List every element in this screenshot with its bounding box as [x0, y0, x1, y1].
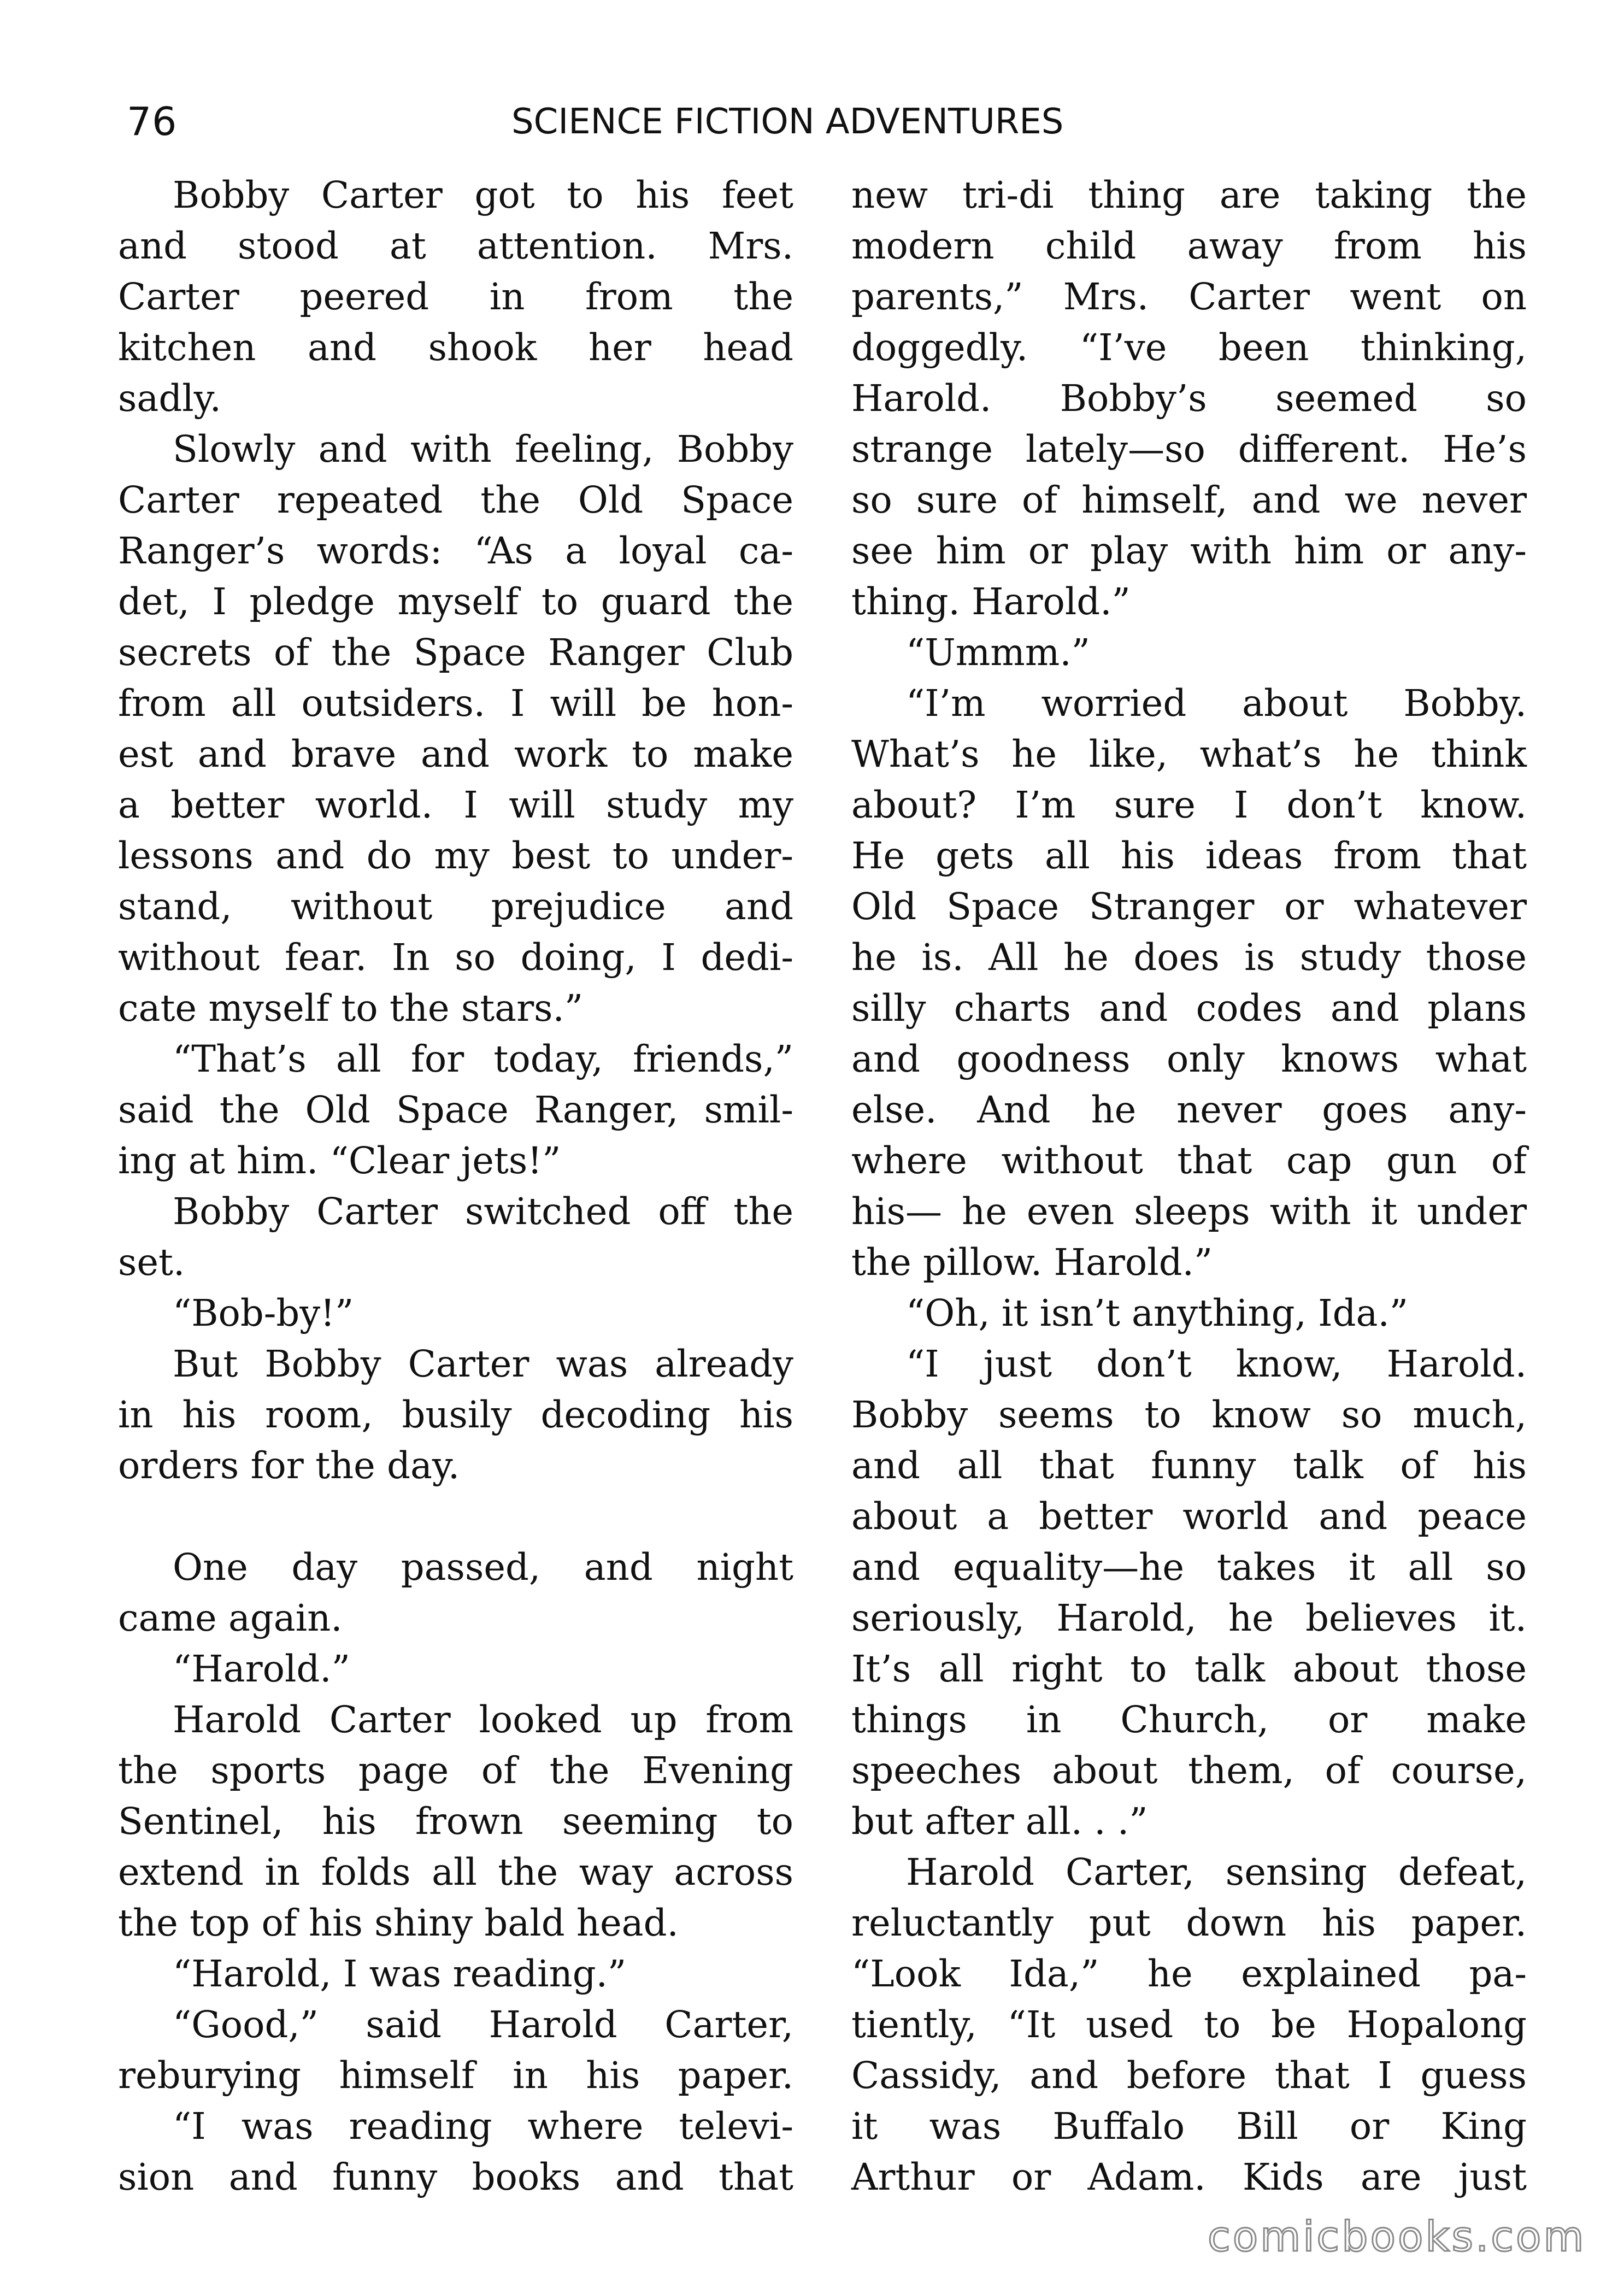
text-line: [118, 1492, 793, 1541]
text-line: “I was reading where televi-: [173, 2105, 793, 2148]
text-line: new tri-di thing are taking the: [851, 174, 1527, 216]
text-line: Arthur or Adam. Kids are just: [851, 2156, 1527, 2198]
text-line: the pillow. Harold.”: [851, 1241, 1213, 1284]
text-line: sadly.: [118, 377, 221, 420]
watermark: comicbooks.com: [1208, 2212, 1586, 2261]
text-line: in his room, busily decoding his: [118, 1393, 793, 1436]
text-line: One day passed, and night: [173, 1546, 793, 1589]
text-line: seriously, Harold, he believes it.: [851, 1597, 1527, 1639]
text-line: Ranger’s words: “As a loyal ca-: [118, 530, 793, 572]
text-line: Harold. Bobby’s seemed so: [851, 377, 1527, 420]
text-line: without fear. In so doing, I dedi-: [118, 936, 793, 979]
text-line: Bobby seems to know so much,: [851, 1393, 1527, 1436]
text-line: stand, without prejudice and: [118, 885, 793, 928]
text-line: a better world. I will study my: [118, 784, 793, 826]
text-line: Bobby Carter switched off the: [173, 1190, 793, 1233]
text-line: things in Church, or make: [851, 1698, 1527, 1741]
text-line: see him or play with him or any-: [851, 530, 1527, 572]
text-line: Bobby Carter got to his feet: [173, 174, 793, 216]
text-line: secrets of the Space Ranger Club: [118, 631, 793, 674]
text-line: “Harold.”: [173, 1648, 350, 1690]
text-line: and stood at attention. Mrs.: [118, 225, 793, 267]
text-line: “Ummm.”: [906, 631, 1090, 674]
text-line: and goodness only knows what: [851, 1038, 1527, 1080]
text-line: said the Old Space Ranger, smil-: [118, 1089, 793, 1131]
text-line: else. And he never goes any-: [851, 1089, 1527, 1131]
text-line: cate myself to the stars.”: [118, 987, 584, 1030]
text-line: strange lately—so different. He’s: [851, 428, 1527, 470]
text-line: tiently, “It used to be Hopalong: [851, 2003, 1527, 2046]
text-line: sion and funny books and that: [118, 2156, 793, 2198]
text-line: so sure of himself, and we never: [851, 479, 1527, 521]
text-line: “Bob-by!”: [173, 1292, 354, 1334]
text-line: Old Space Stranger or whatever: [851, 885, 1527, 928]
text-line: kitchen and shook her head: [118, 326, 793, 369]
text-line: But Bobby Carter was already: [173, 1343, 793, 1385]
text-line: came again.: [118, 1597, 343, 1639]
text-line: Carter repeated the Old Space: [118, 479, 793, 521]
text-line: parents,” Mrs. Carter went on: [851, 275, 1527, 318]
text-line: lessons and do my best to under-: [118, 834, 793, 877]
text-line: ing at him. “Clear jets!”: [118, 1139, 561, 1182]
text-line: orders for the day.: [118, 1444, 460, 1487]
text-line: “Oh, it isn’t anything, Ida.”: [906, 1292, 1408, 1334]
text-line: det, I pledge myself to guard the: [118, 580, 793, 623]
text-line: about? I’m sure I don’t know.: [851, 784, 1527, 826]
text-line: “Good,” said Harold Carter,: [173, 2003, 793, 2046]
text-line: thing. Harold.”: [851, 580, 1131, 623]
text-line: the top of his shiny bald head.: [118, 1902, 679, 1944]
text-line: speeches about them, of course,: [851, 1749, 1527, 1792]
text-line: modern child away from his: [851, 225, 1527, 267]
text-line: it was Buffalo Bill or King: [851, 2105, 1527, 2148]
text-line: extend in folds all the way across: [118, 1851, 793, 1893]
text-line: reluctantly put down his paper.: [851, 1902, 1527, 1944]
page-number: 76: [127, 99, 178, 144]
running-head: SCIENCE FICTION ADVENTURES: [511, 102, 1064, 142]
text-line: set.: [118, 1241, 185, 1284]
text-line: where without that cap gun of: [851, 1139, 1527, 1182]
text-line: the sports page of the Evening: [118, 1749, 793, 1792]
text-line: “I’m worried about Bobby.: [906, 682, 1527, 725]
text-line: and equality—he takes it all so: [851, 1546, 1527, 1589]
text-line: Harold Carter, sensing defeat,: [906, 1851, 1527, 1893]
text-line: What’s he like, what’s he think: [851, 733, 1527, 775]
text-line: he is. All he does is study those: [851, 936, 1527, 979]
text-line: est and brave and work to make: [118, 733, 793, 775]
text-line: Sentinel, his frown seeming to: [118, 1800, 793, 1843]
text-line: Cassidy, and before that I guess: [851, 2054, 1527, 2097]
text-line: and all that funny talk of his: [851, 1444, 1527, 1487]
text-line: Carter peered in from the: [118, 275, 793, 318]
text-line: but after all. . .”: [851, 1800, 1148, 1843]
text-line: reburying himself in his paper.: [118, 2054, 793, 2097]
text-line: silly charts and codes and plans: [851, 987, 1527, 1030]
text-line: It’s all right to talk about those: [851, 1648, 1527, 1690]
text-line: Harold Carter looked up from: [173, 1698, 793, 1741]
text-line: “That’s all for today, friends,”: [173, 1038, 793, 1080]
text-line: his— he even sleeps with it under: [851, 1190, 1527, 1233]
text-line: about a better world and peace: [851, 1495, 1527, 1538]
text-line: “I just don’t know, Harold.: [906, 1343, 1527, 1385]
text-line: He gets all his ideas from that: [851, 834, 1527, 877]
text-line: from all outsiders. I will be hon-: [118, 682, 793, 725]
text-line: doggedly. “I’ve been thinking,: [851, 326, 1527, 369]
text-line: “Look Ida,” he explained pa-: [851, 1952, 1527, 1995]
text-line: Slowly and with feeling, Bobby: [173, 428, 793, 470]
text-line: “Harold, I was reading.”: [173, 1952, 627, 1995]
